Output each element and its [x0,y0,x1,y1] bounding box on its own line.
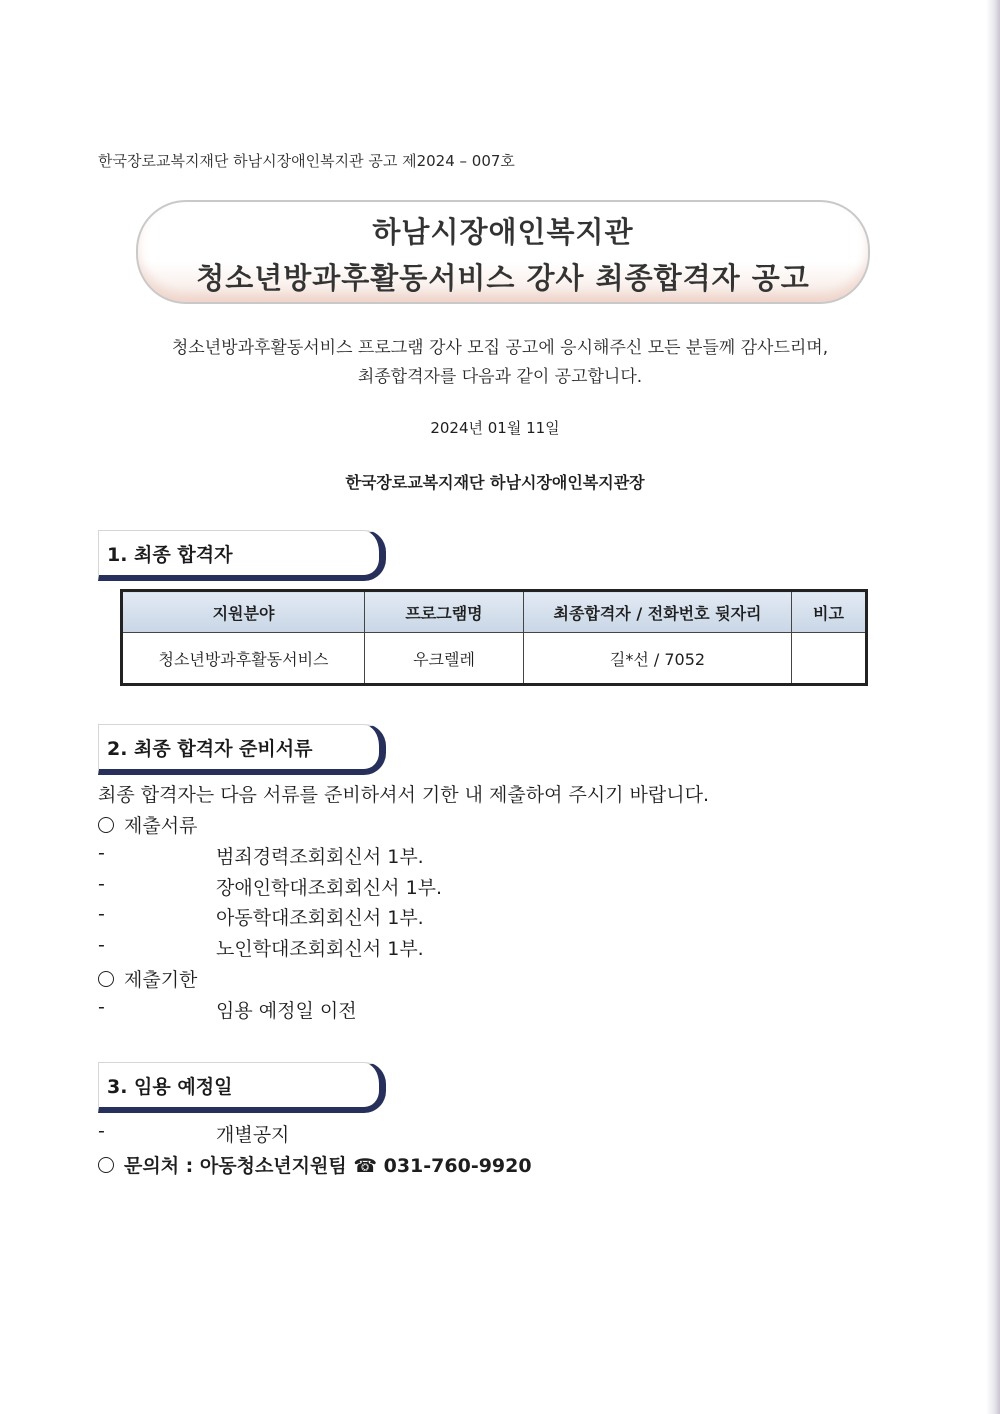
table-header-note: 비고 [792,591,867,633]
final-result-table [120,589,868,686]
table-header-applicant: 최종합격자 / 전화번호 뒷자리 [524,591,792,633]
title-banner [136,200,870,304]
table-cell-field: 청소년방과후활동서비스 [122,633,365,685]
list-item [98,934,424,960]
table-cell-note [792,633,867,685]
dash-bullet: - [98,903,105,925]
table-header-row [122,591,867,633]
documents-label-line [98,811,197,838]
section1-heading-box [98,530,386,581]
list-item [98,873,443,899]
dash-bullet: - [98,934,105,956]
contact-info: 문의처 : 아동청소년지원팀 ☎ 031-760-9920 [124,1155,532,1177]
dash-bullet: - [98,842,105,864]
dash-bullet: - [98,873,105,895]
circle-bullet-icon [98,817,114,833]
document-item-1: 범죄경력조회회신서 1부. [216,846,424,868]
table-cell-program: 우크렐레 [365,633,524,685]
section3-heading: 3. 임용 예정일 [107,1076,233,1098]
document-item-4: 노인학대조회회신서 1부. [216,938,424,960]
document-item-3: 아동학대조회회신서 1부. [216,907,424,929]
list-item [98,903,424,929]
section3-heading-box [98,1062,386,1113]
circle-bullet-icon [98,1157,114,1173]
title-organization: 하남시장애인복지관 [372,215,634,249]
intro-text-line2: 최종합격자를 다음과 같이 공고합니다. [357,367,643,387]
contact-line [98,1151,532,1178]
list-item [98,996,357,1022]
page-edge-shadow [986,0,1000,1414]
table-row [122,633,867,685]
circle-bullet-icon [98,971,114,987]
dash-bullet: - [98,1120,105,1142]
appointment-item: 개별공지 [216,1124,290,1146]
notice-number: 한국장로교복지재단 하남시장애인복지관 공고 제2024 – 007호 [98,152,515,170]
document-item-2: 장애인학대조회회신서 1부. [216,877,443,899]
intro-text-line1: 청소년방과후활동서비스 프로그램 강사 모집 공고에 응시해주신 모든 분들께 감사드리며, [171,338,829,358]
issuer-organization: 한국장로교복지재단 하남시장애인복지관장 [345,473,645,492]
dash-bullet: - [98,996,105,1018]
notice-date: 2024년 01월 11일 [430,419,560,437]
section2-intro: 최종 합격자는 다음 서류를 준비하셔서 기한 내 제출하여 주시기 바랍니다. [98,784,710,806]
title-announcement: 청소년방과후활동서비스 강사 최종합격자 공고 [196,261,810,295]
deadline-label-line [98,965,197,992]
deadline-value: 임용 예정일 이전 [216,1000,357,1022]
table-cell-applicant: 길*선 / 7052 [524,633,792,685]
documents-label: 제출서류 [124,815,198,837]
list-item [98,842,424,868]
deadline-label: 제출기한 [124,969,198,991]
section2-heading: 2. 최종 합격자 준비서류 [107,738,313,760]
table-header-program: 프로그램명 [365,591,524,633]
table-header-field: 지원분야 [122,591,365,633]
list-item [98,1120,290,1146]
section2-heading-box [98,724,386,775]
section1-heading: 1. 최종 합격자 [107,544,233,566]
